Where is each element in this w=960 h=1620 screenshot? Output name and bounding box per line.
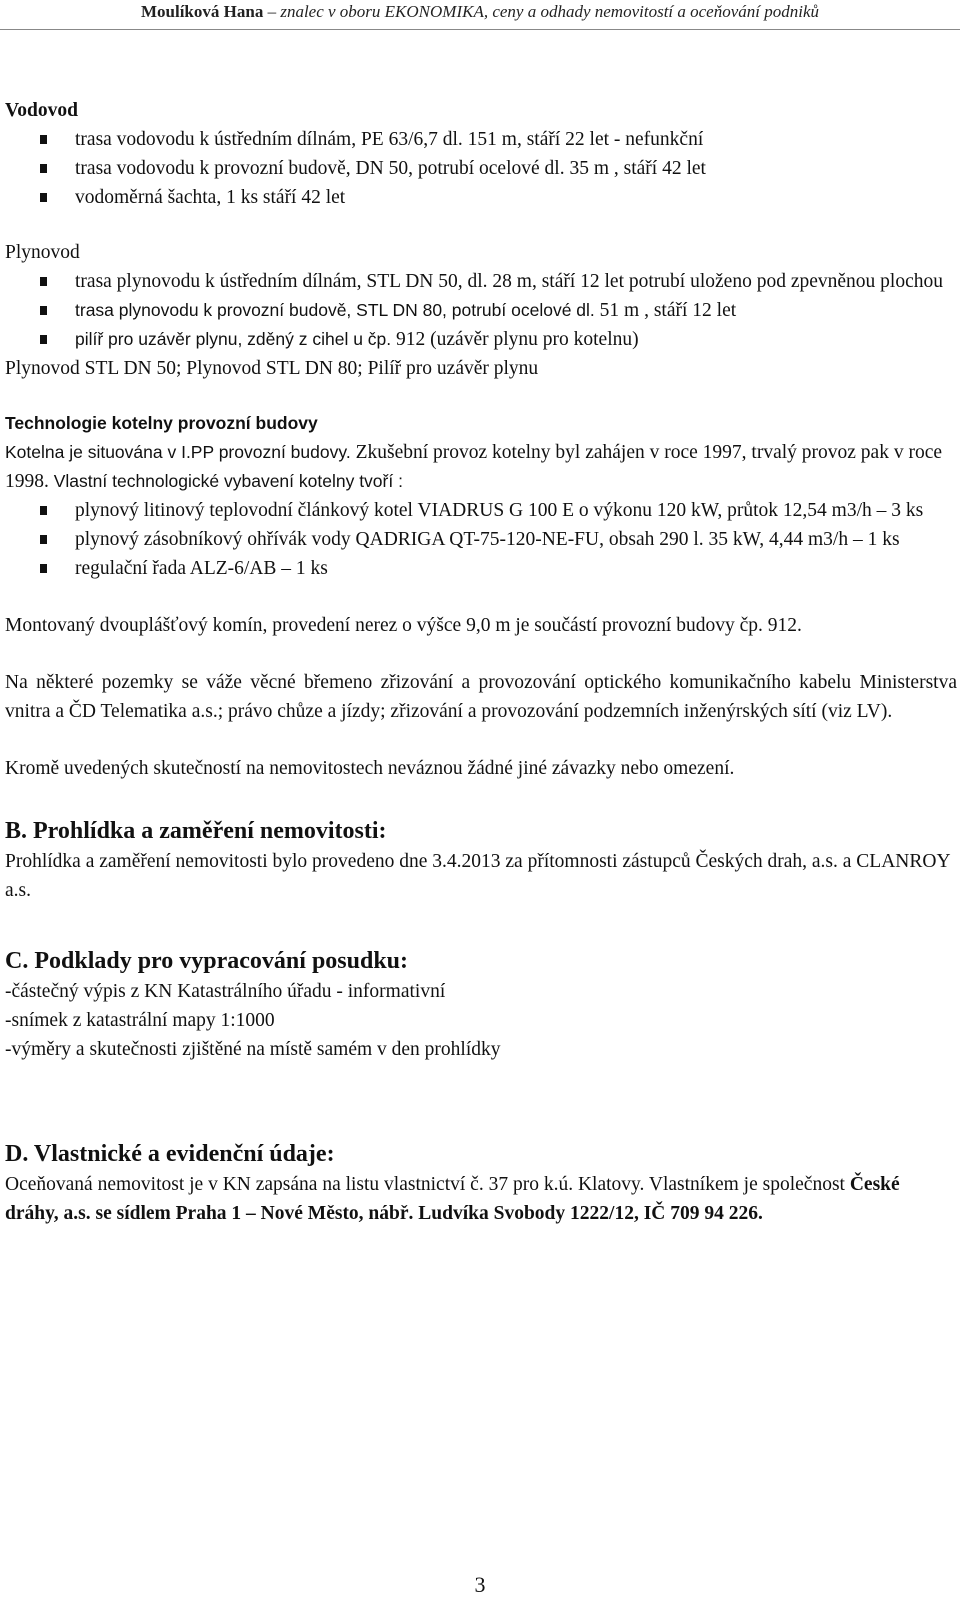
- section-c-line: -snímek z katastrální mapy 1:1000: [5, 1010, 275, 1031]
- square-bullet-icon: [40, 535, 47, 544]
- section-d-text: Oceňovaná nemovitost je v KN zapsána na listu vlastnictví č. 37 pro k.ú. Klatovy. Vlastníkem je společnost České dráhy, a.s. se sídlem Praha 1 – Nové Město, nábř. Ludvíka Svobody 1222/12, IČ 709 94 226.: [5, 1174, 900, 1224]
- square-bullet-icon: [40, 193, 47, 202]
- square-bullet-icon: [40, 135, 47, 144]
- list-item: trasa plynovodu k provozní budově, STL DN 80, potrubí ocelové dl. 51 m , stáří 12 let: [5, 296, 957, 325]
- list-item: plynový zásobníkový ohřívák vody QADRIGA QT-75-120-NE-FU, obsah 290 l. 35 kW, 4,44 m3/h – 1 ks: [5, 525, 957, 554]
- section-b-heading: B. Prohlídka a zaměření nemovitosti:: [5, 818, 387, 844]
- document-body: [5, 96, 957, 1228]
- square-bullet-icon: [40, 564, 47, 573]
- kotelna-heading: Technologie kotelny provozní budovy: [5, 413, 318, 433]
- kotelna-intro: Kotelna je situována v I.PP provozní budovy. Zkušební provoz kotelny byl zahájen v roce 1997, trvalý provoz pak v roce 1998. Vlastní technologické vybavení kotelny tvoří :: [5, 442, 943, 492]
- list-item: vodoměrná šachta, 1 ks stáří 42 let: [5, 183, 957, 212]
- list-item: trasa plynovodu k ústředním dílnám, STL DN 50, dl. 28 m, stáří 12 let potrubí uloženo pod zpevněnou plochou: [5, 267, 957, 296]
- section-c-heading: C. Podklady pro vypracování posudku:: [5, 948, 409, 974]
- kotelna-list: [5, 496, 957, 583]
- section-c-line: -výměry a skutečnosti zjištěné na místě samém v den prohlídky: [5, 1039, 501, 1060]
- vodovod-heading: Vodovod: [5, 100, 78, 121]
- section-b-text: Prohlídka a zaměření nemovitosti bylo provedeno dne 3.4.2013 za přítomnosti zástupců Českých drah, a.s. a CLANROY a.s.: [5, 851, 950, 901]
- list-item: plynový litinový teplovodní článkový kotel VIADRUS G 100 E o výkonu 120 kW, průtok 12,54 m3/h – 3 ks: [5, 496, 957, 525]
- section-d-heading: D. Vlastnické a evidenční údaje:: [5, 1141, 335, 1167]
- square-bullet-icon: [40, 306, 47, 315]
- plynovod-summary: Plynovod STL DN 50; Plynovod STL DN 80; Pilíř pro uzávěr plynu: [5, 358, 539, 379]
- header-subtitle: – znalec v oboru EKONOMIKA, ceny a odhady nemovitostí a oceňování podniků: [263, 2, 820, 21]
- plynovod-heading: Plynovod: [5, 242, 80, 263]
- zavazky-paragraph: Kromě uvedených skutečností na nemovitostech neváznou žádné jiné závazky nebo omezení.: [5, 758, 735, 779]
- page-header: [0, 2, 960, 22]
- komin-paragraph: Montovaný dvouplášťový komín, provedení nerez o výšce 9,0 m je součástí provozní budovy čp. 912.: [5, 615, 802, 636]
- section-c-line: -částečný výpis z KN Katastrálního úřadu - informativní: [5, 981, 446, 1002]
- list-item: trasa vodovodu k provozní budově, DN 50, potrubí ocelové dl. 35 m , stáří 42 let: [5, 154, 957, 183]
- page-number: 3: [474, 1572, 486, 1597]
- square-bullet-icon: [40, 335, 47, 344]
- header-rule: [0, 29, 960, 30]
- list-item: trasa vodovodu k ústředním dílnám, PE 63/6,7 dl. 151 m, stáří 22 let - nefunkční: [5, 125, 957, 154]
- list-item: pilíř pro uzávěr plynu, zděný z cihel u čp. 912 (uzávěr plynu pro kotelnu): [5, 325, 957, 354]
- square-bullet-icon: [40, 277, 47, 286]
- bremeno-paragraph: Na některé pozemky se váže věcné břemeno zřizování a provozování optického komunikačního kabelu Ministerstva vnitra a ČD Telematika a.s.; právo chůze a jízdy; zřizování a provozování podzemních inženýrských sítí (viz LV).: [5, 672, 957, 722]
- square-bullet-icon: [40, 506, 47, 515]
- list-item: regulační řada ALZ-6/AB – 1 ks: [5, 554, 957, 583]
- vodovod-list: [5, 125, 957, 212]
- square-bullet-icon: [40, 164, 47, 173]
- header-author: Moulíková Hana: [140, 2, 264, 21]
- plynovod-list: [5, 267, 957, 354]
